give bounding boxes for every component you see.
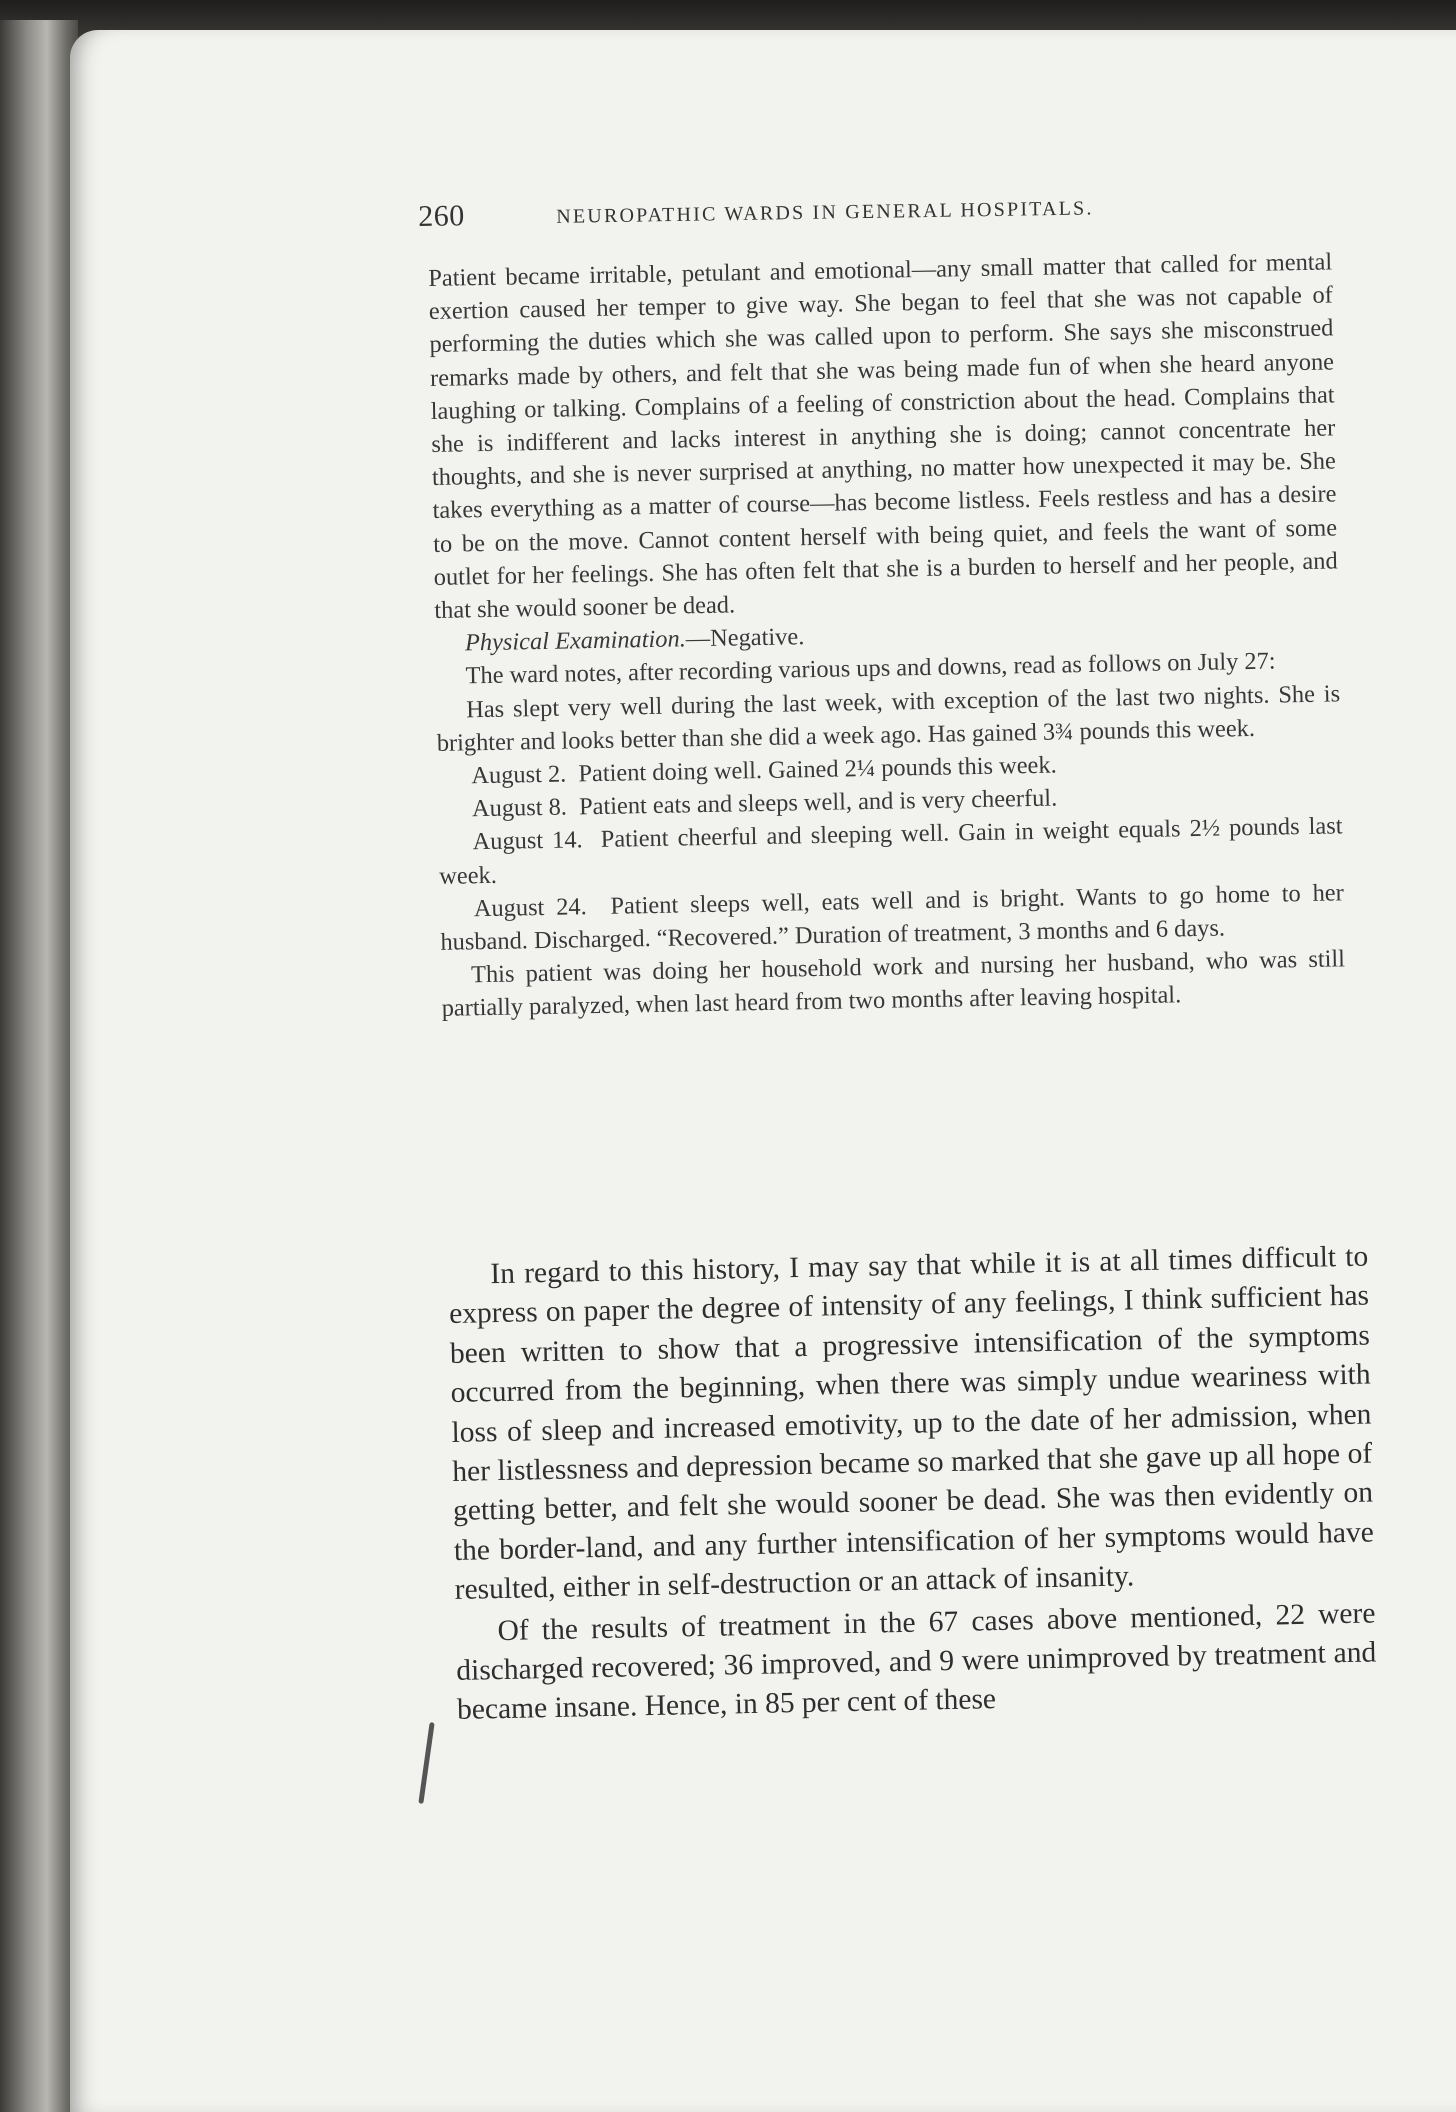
- discussion-block: [448, 1238, 1377, 1731]
- ward-note-date: August 2.: [471, 760, 567, 790]
- ward-note-text: Patient doing well. Gained 2¼ pounds this week.: [578, 751, 1057, 788]
- followup-note: This patient was doing her household work and nursing her husband, who was still partially paralyzed, when last heard from two months after leaving hospital.: [441, 945, 1346, 1023]
- ward-note-text: Patient eats and sleeps well, and is very cheerful.: [578, 784, 1058, 821]
- ward-note-date: August 8.: [471, 793, 568, 823]
- page-number: 260: [418, 199, 466, 233]
- july-note: Has slept very well during the last week, with exception of the last two nights. She is brighter and looks better than she did a week ago. Has gained 3¾ pounds this week.: [436, 680, 1341, 757]
- physical-exam-label: Physical Examination.: [464, 625, 687, 657]
- case-history-paragraph: Patient became irritable, petulant and emotional—any small matter that called for mental exertion caused her temper to give way. She began to feel that she was not capable of performing the duties which she was called upon to perform. She says she misconstrued remarks made by others, and felt that she was being made fun of when she heard anyone laughing or talking. Complains of a feeling of constriction about the head. Complains that she is indifferent and lacks interest in anything she is doing; cannot concentrate her thoughts, and she is never surprised at anything, no matter how unexpected it may be. She takes everything as a matter of course—has become listless. Feels restless and has a desire to be on the move. Cannot content herself with being quiet, and feels the want of some outlet for her feelings. She has often felt that she is a burden to herself and her people, and that she would sooner be dead.: [428, 248, 1338, 624]
- physical-exam-result: —Negative.: [685, 623, 805, 653]
- book-spine-edge: [0, 20, 78, 2112]
- case-history-block: [428, 245, 1346, 1025]
- running-head: NEUROPATHIC WARDS IN GENERAL HOSPITALS.: [556, 197, 1094, 228]
- ward-note-text: Patient cheerful and sleeping well. Gain in weight equals 2½ pounds last week.: [439, 812, 1343, 890]
- ward-note-date: August 14.: [472, 826, 583, 856]
- results-paragraph: Of the results of treatment in the 67 cases above mentioned, 22 were discharged recovered; 36 improved, and 9 were unimproved by treatment and became insane. Hence, in 85 per cent of these: [456, 1597, 1377, 1727]
- ward-note-text: Patient sleeps well, eats well and is bright. Wants to go home to her husband. Discharged. “Recovered.” Duration of treatment, 3 months and 6 days.: [440, 879, 1344, 956]
- ward-note-date: August 24.: [473, 893, 587, 923]
- discussion-paragraph: In regard to this history, I may say that while it is at all times difficult to express on paper the degree of intensity of any feelings, I think sufficient has been written to show that a progressive intensification of the symptoms occurred from the beginning, when there was simply undue weariness with loss of sleep and increased emotivity, up to the date of her admission, when her listlessness and depression became so marked that she gave up all hope of getting better, and felt she would sooner be dead. She was then evidently on the border-land, and any further intensification of her symptoms would have resulted, either in self-destruction or an attack of insanity.: [448, 1240, 1375, 1607]
- ward-notes-intro: The ward notes, after recording various ups and downs, read as follows on July 27:: [465, 647, 1276, 690]
